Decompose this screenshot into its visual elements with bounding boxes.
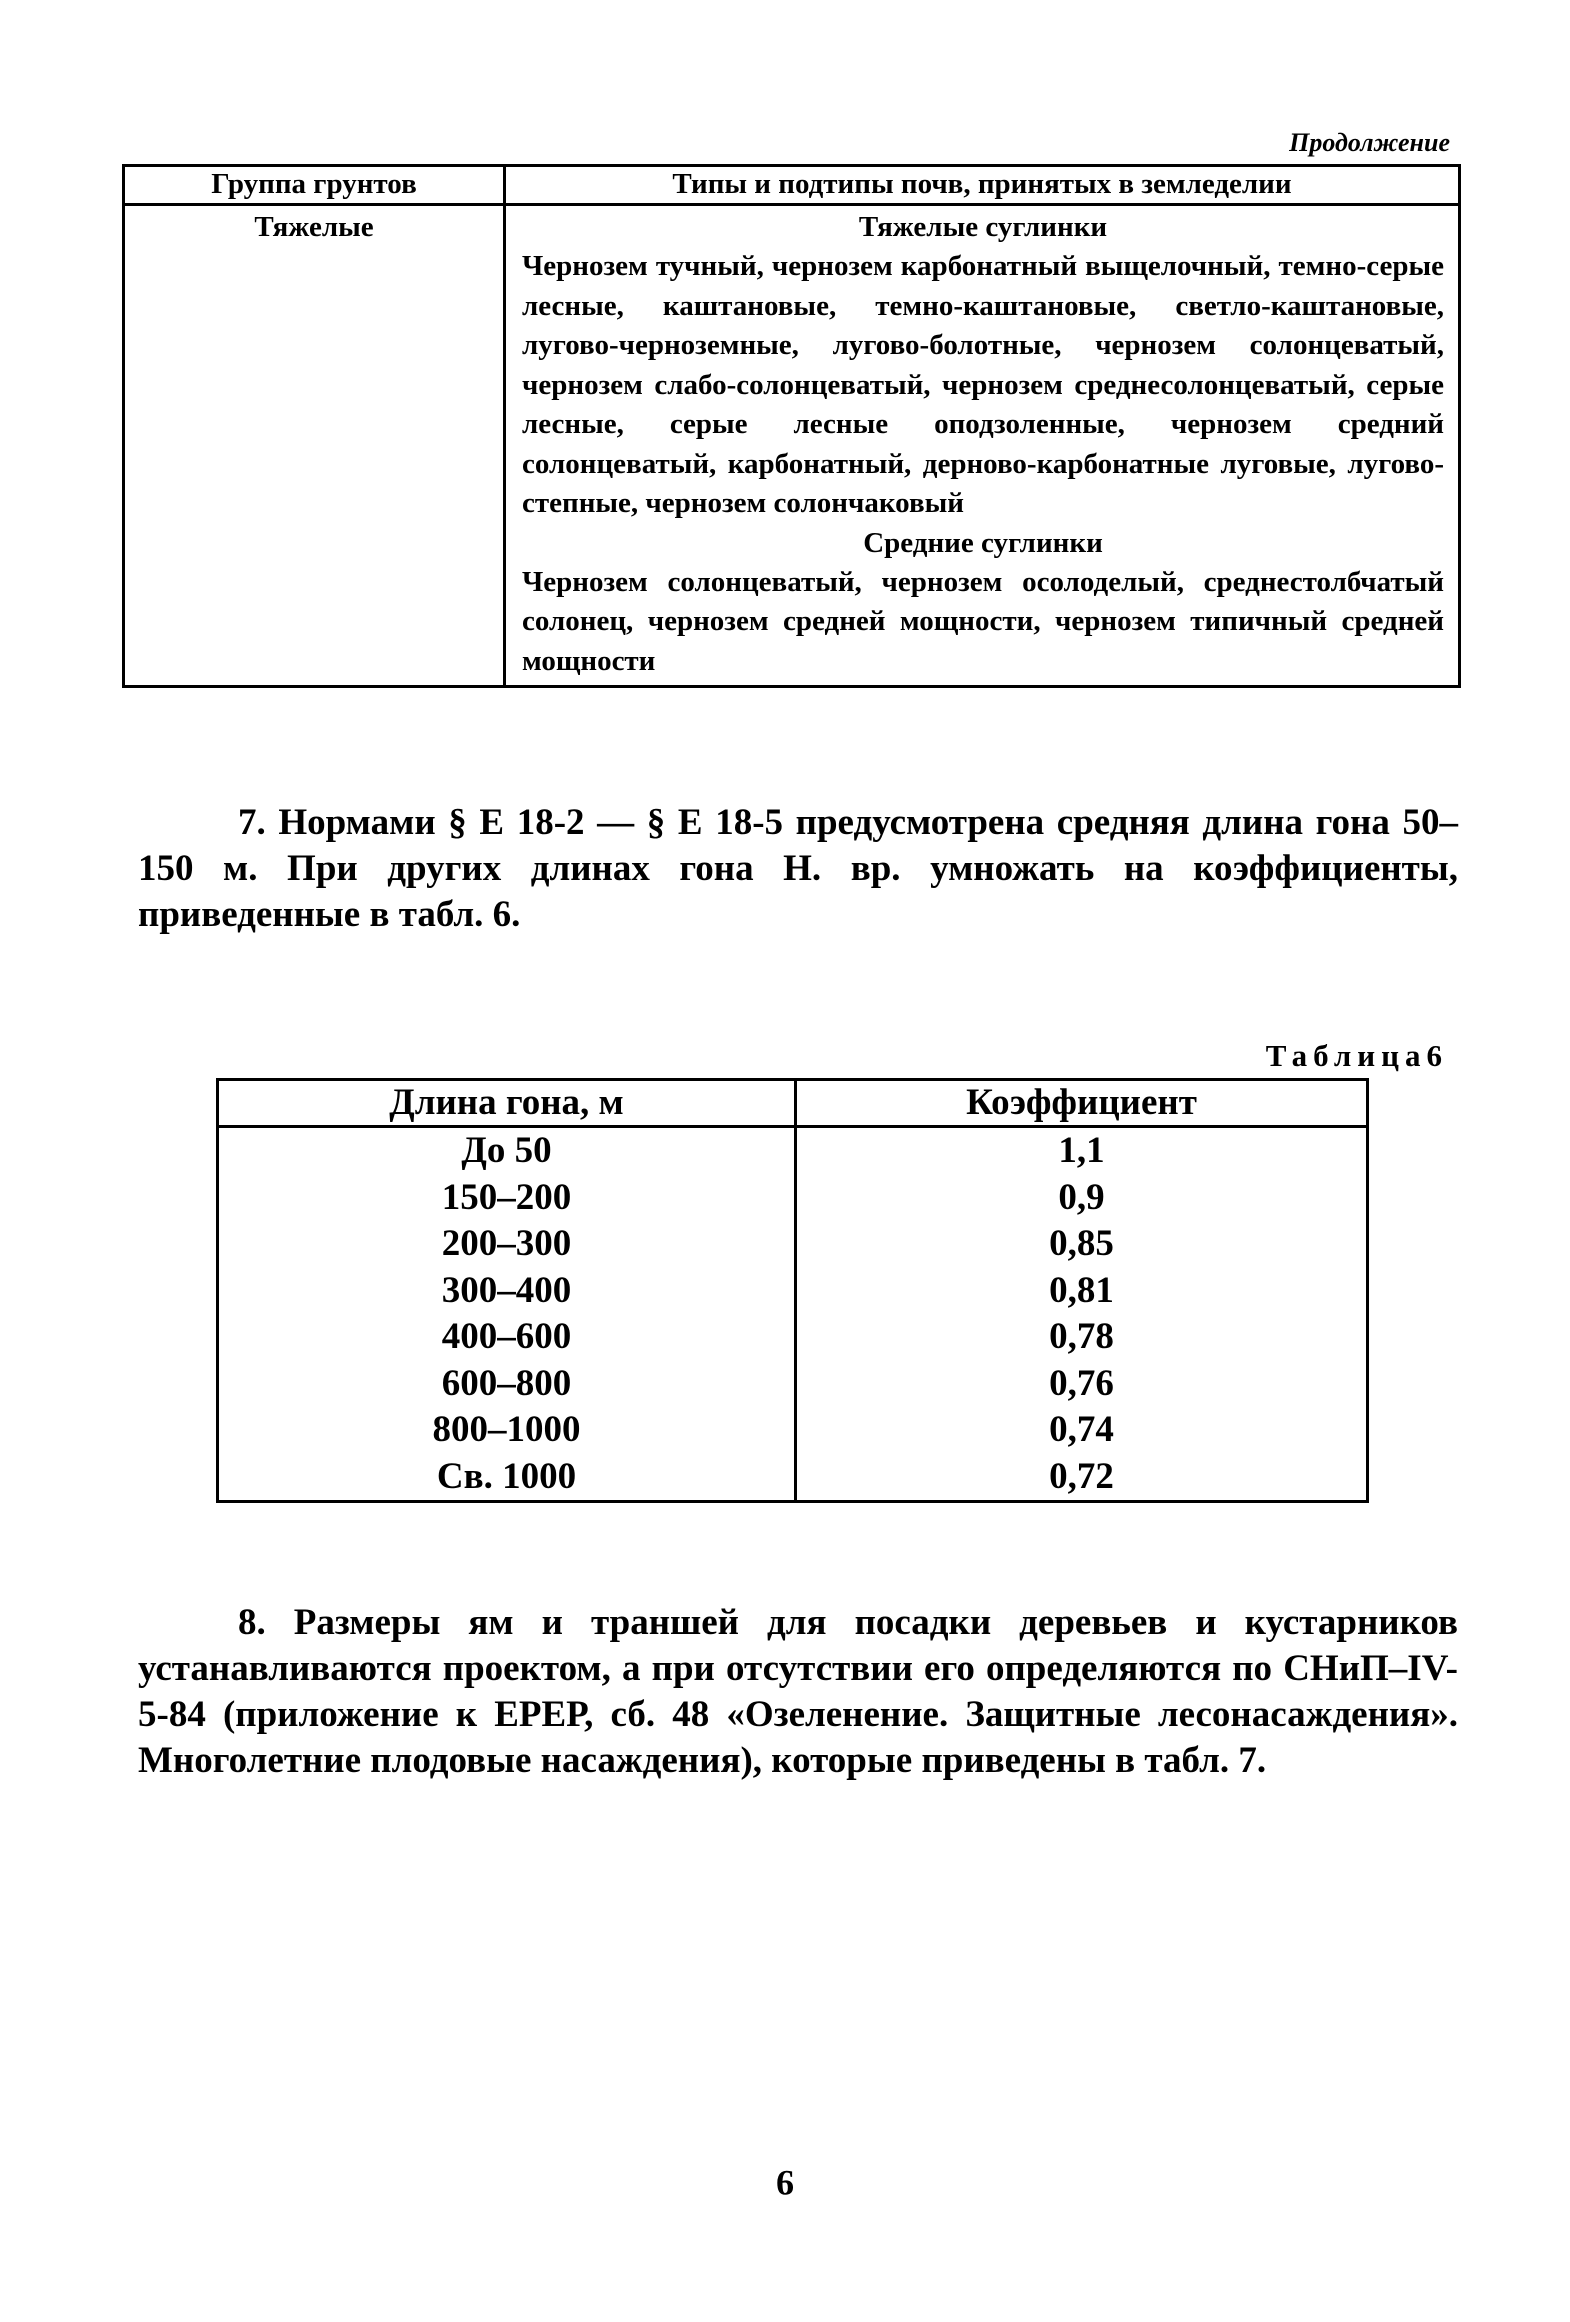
length-cell: 800–1000 (218, 1407, 796, 1454)
table-row (218, 1268, 1368, 1315)
length-cell: 200–300 (218, 1221, 796, 1268)
soil-types-cell (505, 205, 1460, 687)
page-number: 9 (776, 2163, 794, 2203)
paragraph-8-text: 8. Размеры ям и траншей для посадки деревьев и кустарников устанавливаются проектом, а при отсутствии его определяются по СНиП–IV-5-84 (приложение к ЕРЕР, сб. 48 «Озеленение. Защитные лесонасаждения». Многолетние плодовые насаждения), которые приведены в табл. 7. (138, 1602, 1458, 1781)
coefficient-cell: 0,85 (796, 1221, 1368, 1268)
continuation-label: Продолжение (1289, 128, 1450, 157)
section-text-heavy-loam: Чернозем тучный, чернозем карбонатный выщелочный, темно-серые лесные, каштановые, темно-каштановые, светло-каштановые, лугово-черноземные, лугово-болотные, чернозем солонцеватый, чернозем слабо-солонцеватый, чернозем среднесолонцеватый, серые лесные, серые лесные оподзоленные, чернозем средний солонцеватый, карбонатный, дерново-карбонатные луговые, лугово-степные, чернозем солончаковый (522, 250, 1444, 519)
length-cell: 150–200 (218, 1175, 796, 1222)
column-header-soil-types: Типы и подтипы почв, принятых в земледелии (505, 166, 1460, 205)
coefficient-cell: 0,76 (796, 1361, 1368, 1408)
table-row (218, 1175, 1368, 1222)
table-row (218, 1221, 1368, 1268)
section-title-medium-loam: Средние суглинки (863, 526, 1103, 559)
column-header-coefficient: Коэффициент (796, 1080, 1368, 1127)
table-header-row (124, 166, 1460, 205)
column-header-soil-group: Группа грунтов (124, 166, 505, 205)
section-text-medium-loam: Чернозем солонцеватый, чернозем осолоделый, среднестолбчатый солонец, чернозем средней мощности, чернозем типичный средней мощности (522, 565, 1444, 677)
soil-types-table (122, 164, 1461, 688)
paragraph-7 (138, 800, 1458, 938)
coefficient-cell: 0,72 (796, 1454, 1368, 1502)
table-row (218, 1454, 1368, 1502)
table-6-label: Таблица6 (1265, 1038, 1448, 1073)
coefficient-cell: 0,9 (796, 1175, 1368, 1222)
table-header-row (218, 1080, 1368, 1127)
length-cell: До 50 (218, 1127, 796, 1175)
table-row (218, 1407, 1368, 1454)
table-row (218, 1361, 1368, 1408)
length-cell: Св. 1000 (218, 1454, 796, 1502)
coefficient-cell: 0,74 (796, 1407, 1368, 1454)
soil-group-cell: Тяжелые (124, 205, 505, 687)
length-cell: 300–400 (218, 1268, 796, 1315)
coefficient-cell: 0,78 (796, 1314, 1368, 1361)
length-cell: 400–600 (218, 1314, 796, 1361)
coefficient-cell: 1,1 (796, 1127, 1368, 1175)
column-header-length: Длина гона, м (218, 1080, 796, 1127)
table-row (218, 1127, 1368, 1175)
table-row (124, 205, 1460, 687)
coefficient-cell: 0,81 (796, 1268, 1368, 1315)
coefficient-table (216, 1078, 1369, 1503)
paragraph-8 (138, 1600, 1458, 1784)
section-title-heavy-loam: Тяжелые суглинки (858, 211, 1108, 243)
table-row (218, 1314, 1368, 1361)
paragraph-7-text: 7. Нормами § Е 18-2 — § Е 18-5 предусмотрена средняя длина гона 50–150 м. При других длинах гона Н. вр. умножать на коэффициенты, приведенные в табл. 6. (138, 802, 1458, 935)
length-cell: 600–800 (218, 1361, 796, 1408)
